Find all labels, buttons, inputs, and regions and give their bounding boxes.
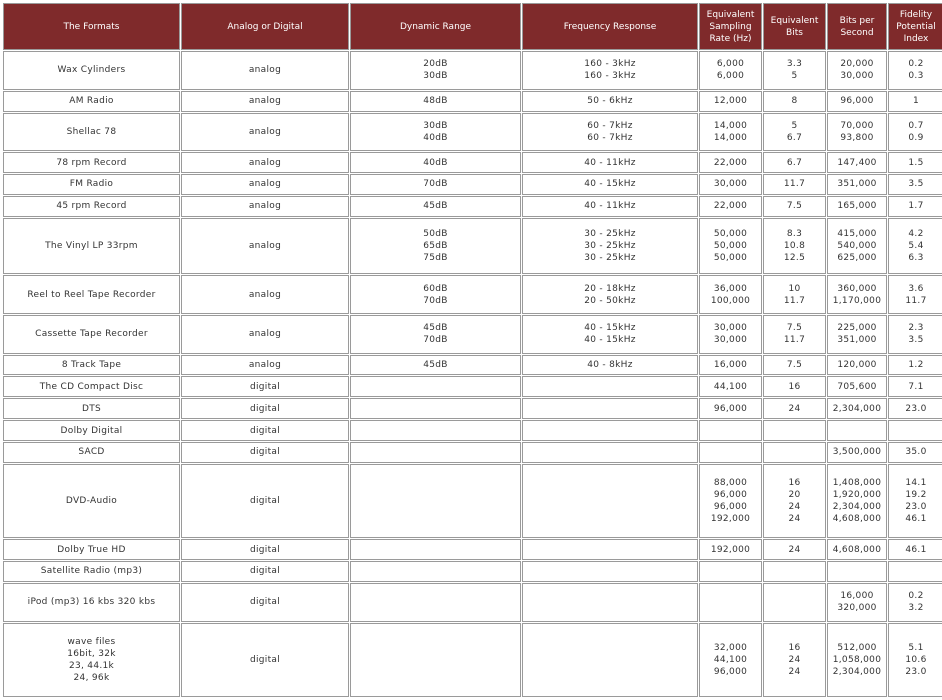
cell-frequency-response xyxy=(522,583,698,622)
cell-formats: iPod (mp3) 16 kbs 320 kbs xyxy=(3,583,180,622)
cell-bits-per-second: 351,000 xyxy=(827,174,887,195)
table-row xyxy=(3,218,942,275)
header-frequency-response: Frequency Response xyxy=(522,3,698,50)
table-row xyxy=(3,275,942,314)
table-row xyxy=(3,398,942,419)
cell-equivalent-bits: 3.3 5 xyxy=(763,51,826,90)
cell-dynamic-range: 40dB xyxy=(350,152,521,173)
cell-equivalent-bits: 16 20 24 24 xyxy=(763,464,826,538)
cell-equivalent-bits: 8.3 10.8 12.5 xyxy=(763,218,826,275)
cell-frequency-response xyxy=(522,464,698,538)
cell-frequency-response xyxy=(522,376,698,397)
cell-formats: The CD Compact Disc xyxy=(3,376,180,397)
cell-bits-per-second: 70,000 93,800 xyxy=(827,113,887,152)
cell-dynamic-range xyxy=(350,376,521,397)
cell-frequency-response: 40 - 11kHz xyxy=(522,196,698,217)
cell-fidelity-index: 0.2 3.2 xyxy=(888,583,942,622)
cell-sampling-rate xyxy=(699,420,762,441)
cell-dynamic-range: 20dB 30dB xyxy=(350,51,521,90)
cell-analog-or-digital: analog xyxy=(181,51,349,90)
cell-analog-or-digital: analog xyxy=(181,152,349,173)
cell-sampling-rate xyxy=(699,442,762,463)
cell-fidelity-index: 35.0 xyxy=(888,442,942,463)
header-bits-per-second: Bits per Second xyxy=(827,3,887,50)
cell-analog-or-digital: analog xyxy=(181,91,349,112)
cell-fidelity-index: 46.1 xyxy=(888,539,942,560)
cell-analog-or-digital: digital xyxy=(181,623,349,698)
cell-dynamic-range xyxy=(350,623,521,698)
cell-formats: Satellite Radio (mp3) xyxy=(3,561,180,582)
cell-bits-per-second: 147,400 xyxy=(827,152,887,173)
cell-fidelity-index xyxy=(888,561,942,582)
table-row xyxy=(3,113,942,152)
cell-sampling-rate: 22,000 xyxy=(699,152,762,173)
cell-frequency-response xyxy=(522,420,698,441)
cell-sampling-rate: 6,000 6,000 xyxy=(699,51,762,90)
cell-equivalent-bits: 8 xyxy=(763,91,826,112)
cell-formats: 78 rpm Record xyxy=(3,152,180,173)
cell-equivalent-bits xyxy=(763,420,826,441)
cell-fidelity-index: 1.7 xyxy=(888,196,942,217)
cell-analog-or-digital: digital xyxy=(181,398,349,419)
cell-sampling-rate: 30,000 xyxy=(699,174,762,195)
cell-dynamic-range: 48dB xyxy=(350,91,521,112)
cell-frequency-response: 40 - 8kHz xyxy=(522,355,698,376)
table-row xyxy=(3,355,942,376)
cell-formats: Wax Cylinders xyxy=(3,51,180,90)
cell-bits-per-second: 16,000 320,000 xyxy=(827,583,887,622)
cell-sampling-rate: 30,000 30,000 xyxy=(699,315,762,354)
table-row xyxy=(3,196,942,217)
cell-dynamic-range xyxy=(350,583,521,622)
cell-bits-per-second: 415,000 540,000 625,000 xyxy=(827,218,887,275)
cell-equivalent-bits: 16 xyxy=(763,376,826,397)
table-row xyxy=(3,561,942,582)
cell-fidelity-index: 4.2 5.4 6.3 xyxy=(888,218,942,275)
cell-dynamic-range: 45dB 70dB xyxy=(350,315,521,354)
table-row xyxy=(3,152,942,173)
table-row xyxy=(3,623,942,698)
cell-sampling-rate: 16,000 xyxy=(699,355,762,376)
cell-fidelity-index: 3.6 11.7 xyxy=(888,275,942,314)
cell-dynamic-range xyxy=(350,420,521,441)
table-row xyxy=(3,91,942,112)
cell-equivalent-bits xyxy=(763,583,826,622)
cell-equivalent-bits xyxy=(763,561,826,582)
cell-bits-per-second: 96,000 xyxy=(827,91,887,112)
cell-bits-per-second: 165,000 xyxy=(827,196,887,217)
cell-formats: Dolby Digital xyxy=(3,420,180,441)
cell-fidelity-index: 1.5 xyxy=(888,152,942,173)
cell-frequency-response: 40 - 15kHz 40 - 15kHz xyxy=(522,315,698,354)
cell-fidelity-index: 23.0 xyxy=(888,398,942,419)
cell-frequency-response: 30 - 25kHz 30 - 25kHz 30 - 25kHz xyxy=(522,218,698,275)
cell-frequency-response xyxy=(522,442,698,463)
cell-sampling-rate: 96,000 xyxy=(699,398,762,419)
cell-bits-per-second: 225,000 351,000 xyxy=(827,315,887,354)
cell-equivalent-bits: 11.7 xyxy=(763,174,826,195)
cell-bits-per-second xyxy=(827,561,887,582)
cell-formats: FM Radio xyxy=(3,174,180,195)
cell-dynamic-range xyxy=(350,442,521,463)
cell-sampling-rate xyxy=(699,583,762,622)
cell-fidelity-index: 1 xyxy=(888,91,942,112)
cell-formats: 8 Track Tape xyxy=(3,355,180,376)
cell-bits-per-second: 360,000 1,170,000 xyxy=(827,275,887,314)
cell-bits-per-second: 120,000 xyxy=(827,355,887,376)
cell-fidelity-index: 5.1 10.6 23.0 xyxy=(888,623,942,698)
cell-frequency-response: 50 - 6kHz xyxy=(522,91,698,112)
cell-bits-per-second: 20,000 30,000 xyxy=(827,51,887,90)
cell-equivalent-bits: 16 24 24 xyxy=(763,623,826,698)
cell-sampling-rate: 14,000 14,000 xyxy=(699,113,762,152)
cell-formats: DTS xyxy=(3,398,180,419)
cell-sampling-rate: 88,000 96,000 96,000 192,000 xyxy=(699,464,762,538)
table-row xyxy=(3,583,942,622)
cell-analog-or-digital: analog xyxy=(181,196,349,217)
header-formats: The Formats xyxy=(3,3,180,50)
cell-equivalent-bits: 7.5 11.7 xyxy=(763,315,826,354)
cell-sampling-rate: 50,000 50,000 50,000 xyxy=(699,218,762,275)
cell-bits-per-second: 3,500,000 xyxy=(827,442,887,463)
cell-frequency-response xyxy=(522,561,698,582)
cell-dynamic-range xyxy=(350,561,521,582)
header-analog-or-digital: Analog or Digital xyxy=(181,3,349,50)
cell-formats: Shellac 78 xyxy=(3,113,180,152)
cell-dynamic-range: 70dB xyxy=(350,174,521,195)
header-equivalent-bits: Equivalent Bits xyxy=(763,3,826,50)
cell-fidelity-index: 0.7 0.9 xyxy=(888,113,942,152)
table-row xyxy=(3,376,942,397)
cell-fidelity-index: 2.3 3.5 xyxy=(888,315,942,354)
cell-analog-or-digital: digital xyxy=(181,539,349,560)
table-row xyxy=(3,174,942,195)
cell-analog-or-digital: analog xyxy=(181,218,349,275)
cell-analog-or-digital: digital xyxy=(181,376,349,397)
cell-equivalent-bits: 6.7 xyxy=(763,152,826,173)
cell-formats: Reel to Reel Tape Recorder xyxy=(3,275,180,314)
cell-frequency-response: 20 - 18kHz 20 - 50kHz xyxy=(522,275,698,314)
cell-dynamic-range: 30dB 40dB xyxy=(350,113,521,152)
cell-dynamic-range: 50dB 65dB 75dB xyxy=(350,218,521,275)
table-row xyxy=(3,51,942,90)
cell-equivalent-bits: 24 xyxy=(763,398,826,419)
table-row xyxy=(3,539,942,560)
table-header-row xyxy=(3,3,942,50)
cell-fidelity-index xyxy=(888,420,942,441)
cell-analog-or-digital: digital xyxy=(181,561,349,582)
cell-dynamic-range xyxy=(350,539,521,560)
cell-fidelity-index: 3.5 xyxy=(888,174,942,195)
cell-dynamic-range: 45dB xyxy=(350,196,521,217)
cell-frequency-response: 160 - 3kHz 160 - 3kHz xyxy=(522,51,698,90)
cell-sampling-rate: 44,100 xyxy=(699,376,762,397)
cell-frequency-response: 60 - 7kHz 60 - 7kHz xyxy=(522,113,698,152)
cell-bits-per-second: 2,304,000 xyxy=(827,398,887,419)
cell-frequency-response xyxy=(522,539,698,560)
cell-equivalent-bits: 7.5 xyxy=(763,196,826,217)
table-row xyxy=(3,464,942,538)
audio-formats-table xyxy=(2,2,942,698)
cell-fidelity-index: 0.2 0.3 xyxy=(888,51,942,90)
cell-bits-per-second xyxy=(827,420,887,441)
header-sampling-rate: Equivalent Sampling Rate (Hz) xyxy=(699,3,762,50)
cell-formats: Dolby True HD xyxy=(3,539,180,560)
cell-dynamic-range: 60dB 70dB xyxy=(350,275,521,314)
cell-frequency-response: 40 - 15kHz xyxy=(522,174,698,195)
table-row xyxy=(3,442,942,463)
cell-dynamic-range xyxy=(350,464,521,538)
header-dynamic-range: Dynamic Range xyxy=(350,3,521,50)
cell-analog-or-digital: digital xyxy=(181,442,349,463)
cell-formats: wave files 16bit, 32k 23, 44.1k 24, 96k xyxy=(3,623,180,698)
cell-sampling-rate: 32,000 44,100 96,000 xyxy=(699,623,762,698)
cell-sampling-rate: 36,000 100,000 xyxy=(699,275,762,314)
cell-dynamic-range xyxy=(350,398,521,419)
cell-sampling-rate xyxy=(699,561,762,582)
cell-dynamic-range: 45dB xyxy=(350,355,521,376)
cell-fidelity-index: 1.2 xyxy=(888,355,942,376)
cell-equivalent-bits: 5 6.7 xyxy=(763,113,826,152)
cell-formats: AM Radio xyxy=(3,91,180,112)
cell-fidelity-index: 7.1 xyxy=(888,376,942,397)
cell-analog-or-digital: analog xyxy=(181,315,349,354)
header-fidelity-index: Fidelity Potential Index xyxy=(888,3,942,50)
cell-analog-or-digital: digital xyxy=(181,583,349,622)
cell-formats: The Vinyl LP 33rpm xyxy=(3,218,180,275)
cell-frequency-response: 40 - 11kHz xyxy=(522,152,698,173)
cell-bits-per-second: 705,600 xyxy=(827,376,887,397)
cell-formats: 45 rpm Record xyxy=(3,196,180,217)
cell-equivalent-bits xyxy=(763,442,826,463)
cell-sampling-rate: 192,000 xyxy=(699,539,762,560)
cell-analog-or-digital: analog xyxy=(181,355,349,376)
cell-equivalent-bits: 24 xyxy=(763,539,826,560)
cell-analog-or-digital: digital xyxy=(181,464,349,538)
cell-formats: Cassette Tape Recorder xyxy=(3,315,180,354)
table-row xyxy=(3,315,942,354)
cell-bits-per-second: 512,000 1,058,000 2,304,000 xyxy=(827,623,887,698)
cell-formats: SACD xyxy=(3,442,180,463)
cell-frequency-response xyxy=(522,623,698,698)
cell-sampling-rate: 12,000 xyxy=(699,91,762,112)
cell-bits-per-second: 1,408,000 1,920,000 2,304,000 4,608,000 xyxy=(827,464,887,538)
cell-formats: DVD-Audio xyxy=(3,464,180,538)
cell-analog-or-digital: analog xyxy=(181,174,349,195)
cell-fidelity-index: 14.1 19.2 23.0 46.1 xyxy=(888,464,942,538)
cell-analog-or-digital: analog xyxy=(181,113,349,152)
cell-equivalent-bits: 10 11.7 xyxy=(763,275,826,314)
cell-analog-or-digital: analog xyxy=(181,275,349,314)
table-row xyxy=(3,420,942,441)
cell-frequency-response xyxy=(522,398,698,419)
cell-sampling-rate: 22,000 xyxy=(699,196,762,217)
cell-equivalent-bits: 7.5 xyxy=(763,355,826,376)
cell-bits-per-second: 4,608,000 xyxy=(827,539,887,560)
cell-analog-or-digital: digital xyxy=(181,420,349,441)
